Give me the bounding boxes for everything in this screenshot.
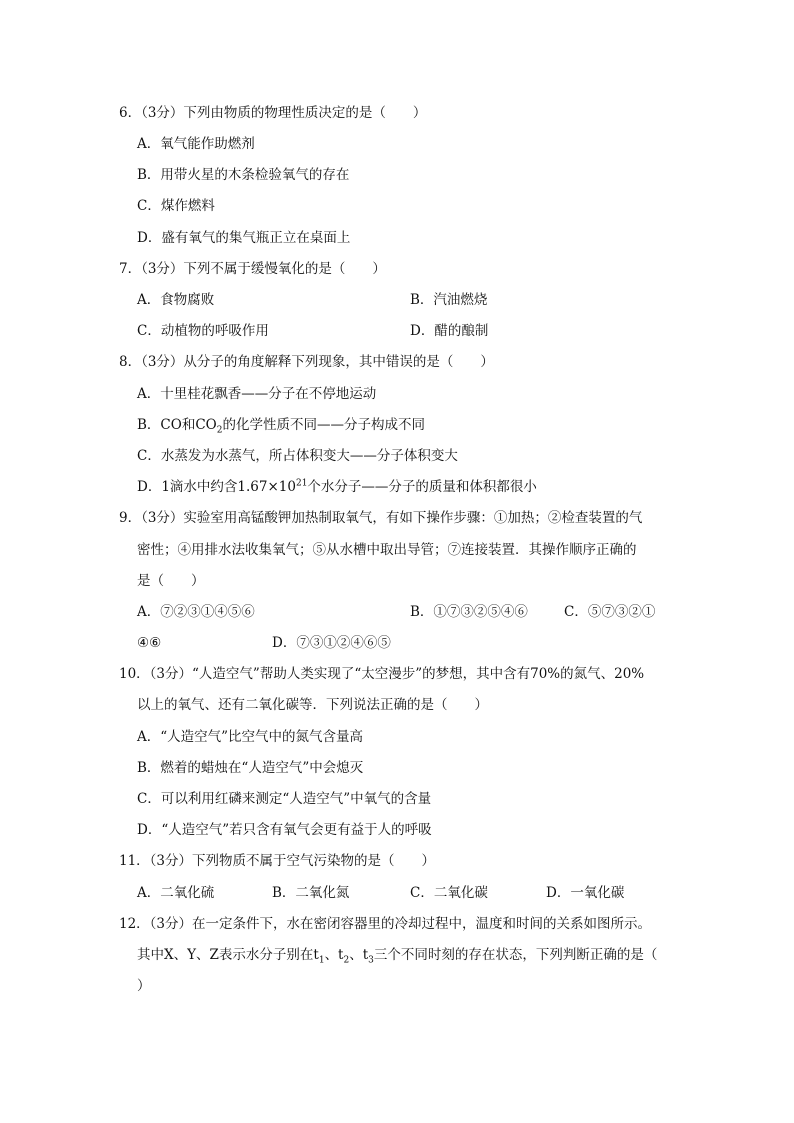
question-8-option-b: [137, 415, 425, 435]
question-11-option-d: D．一氧化碳: [546, 885, 625, 901]
question-8-option-d: [137, 477, 537, 497]
question-11-stem: 11．（3分）下列物质不属于空气污染物的是（ ）: [119, 853, 436, 869]
t1-subscript: 1: [318, 955, 325, 966]
question-9-option-c-continued: ④⑥: [137, 635, 162, 651]
question-6-option-a: A．氧气能作助燃剂: [137, 136, 255, 152]
question-7-option-c: C．动植物的呼吸作用: [137, 323, 269, 339]
question-9-option-b: B．①⑦③②⑤④⑥: [410, 604, 528, 620]
question-11-option-a: A．二氧化硫: [137, 885, 215, 901]
question-7-option-d: D．醋的酿制: [410, 323, 489, 339]
question-6-option-b: B．用带火星的木条检验氧气的存在: [137, 167, 350, 183]
t3-subscript: 3: [368, 955, 374, 966]
question-12-stem-line-2: [137, 945, 657, 965]
question-8-option-c: C．水蒸发为水蒸气，所占体积变大——分子体积变大: [137, 448, 458, 464]
question-8-option-a: A．十里桂花飘香——分子在不停地运动: [137, 386, 377, 402]
question-10-option-d: D．“人造空气”若只含有氧气会更有益于人的呼吸: [137, 822, 432, 838]
question-12-stem-line-1: 12．（3分）在一定条件下，水在密闭容器里的冷却过程中，温度和时间的关系如图所示。: [119, 916, 652, 932]
co2-subscript: 2: [216, 425, 223, 436]
question-9-stem-line-2: 密性；④用排水法收集氧气；⑤从水槽中取出导管；⑦连接装置．其操作顺序正确的: [137, 542, 637, 558]
question-9-option-d: D．⑦③①②④⑥⑤: [272, 635, 391, 651]
question-9-stem-line-3: 是（ ）: [137, 573, 205, 589]
question-6-option-d: D．盛有氧气的集气瓶正立在桌面上: [137, 230, 351, 246]
question-10-stem-line-1: 10．（3分）“人造空气”帮助人类实现了“太空漫步”的梦想，其中含有70%的氮气、20%: [119, 666, 645, 682]
question-6-option-c: C．煤作燃料: [137, 198, 215, 214]
option-d-text-start: D．1滴水中约含1.67×10: [137, 479, 296, 495]
question-9-option-a: A．⑦②③①④⑤⑥: [137, 604, 255, 620]
option-b-text-end: 的化学性质不同——分子构成不同: [222, 417, 425, 433]
question-10-option-a: A．“人造空气”比空气中的氮气含量高: [137, 729, 364, 745]
exponent-superscript: 21: [295, 478, 308, 489]
question-7-option-b: B．汽油燃烧: [410, 292, 488, 308]
question-6-stem: 6．（3分）下列由物质的物理性质决定的是（ ）: [119, 105, 427, 121]
option-d-text-end: 个水分子——分子的质量和体积都很小: [307, 479, 537, 495]
question-10-stem-line-2: 以上的氧气、还有二氧化碳等．下列说法正确的是（ ）: [137, 697, 488, 713]
question-10-option-c: C．可以利用红磷来测定“人造空气”中氧气的含量: [137, 791, 432, 807]
question-9-stem-line-1: 9．（3分）实验室用高锰酸钾加热制取氧气，有如下操作步骤：①加热；②检查装置的气: [119, 510, 643, 526]
question-11-option-c: C．二氧化碳: [410, 885, 488, 901]
t2-subscript: 2: [343, 955, 350, 966]
option-b-text-start: B．CO和CO: [137, 417, 217, 433]
stem-text-start: 其中X、Y、Z表示水分子别在t: [137, 947, 319, 963]
question-9-option-c: C．⑤⑦③②①: [564, 604, 656, 620]
stem-text-end: 三个不同时刻的存在状态，下列判断正确的是（: [373, 947, 658, 963]
question-7-option-a: A．食物腐败: [137, 292, 215, 308]
question-12-stem-line-3: ）: [137, 978, 151, 994]
question-7-stem: 7．（3分）下列不属于缓慢氧化的是（ ）: [119, 261, 386, 277]
question-8-stem: 8．（3分）从分子的角度解释下列现象，其中错误的是（ ）: [119, 354, 494, 370]
question-11-option-b: B．二氧化氮: [272, 885, 350, 901]
question-10-option-b: B．燃着的蜡烛在“人造空气”中会熄灭: [137, 760, 364, 776]
separator-1: 、t: [324, 947, 344, 963]
separator-2: 、t: [349, 947, 369, 963]
